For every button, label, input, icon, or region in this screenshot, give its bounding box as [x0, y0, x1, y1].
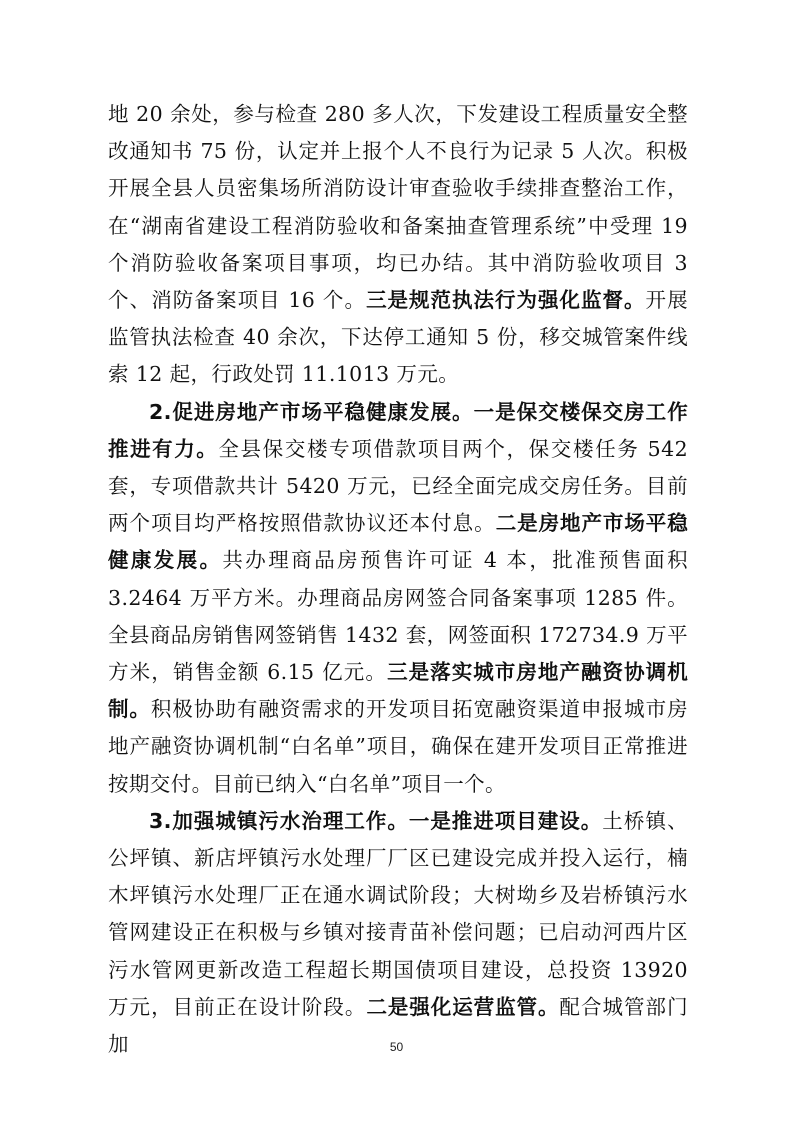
body-text: [108, 96, 688, 1063]
text-run: 地 20 余处，参与检查 280 多人次，下发建设工程质量安全整改通知书 75 份，认定并上报个人不良行为记录 5 人次。积极开展全县人员密集场所消防设计审查验收手续排查整治工作，在“湖南省建设工程消防验收和备案抽查管理系统”中受理 19 个消防验收备案项目事项，均已办结。其中消防验收项目 3 个、消防备案项目 16 个。: [108, 102, 688, 313]
bold-heading-run: 2.促进房地产市场平稳健康发展。一是保交楼保交房工作推进有力。: [108, 399, 688, 461]
bold-heading-run: 三是落实城市房地产融资协调机制。: [108, 660, 688, 722]
text-run: 土桥镇、公坪镇、新店坪镇污水处理厂厂区已建设完成并投入运行，楠木坪镇污水处理厂正在通水调试阶段；大树坳乡及岩桥镇污水管网建设正在积极与乡镇对接青苗补偿问题；已启动河西片区污水管网更新改造工程超长期国债项目建设，总投资 13920 万元，目前正在设计阶段。: [108, 808, 688, 1019]
bold-heading-run: 二是房地产市场平稳健康发展。: [108, 511, 688, 573]
bold-heading-run: 3.加强城镇污水治理工作。一是推进项目建设。: [149, 808, 603, 833]
bold-heading-run: 三是规范执法行为强化监督。: [366, 288, 646, 313]
paragraph-2: [108, 394, 688, 803]
bold-heading-run: 二是强化运营监管。: [366, 994, 560, 1019]
paragraph-3: [108, 803, 688, 1063]
page-number: 50: [389, 1040, 404, 1054]
text-run: 配合城管部门加: [108, 994, 688, 1057]
text-run: 开展监管执法检查 40 余次，下达停工通知 5 份，移交城管案件线索 12 起，行政处罚 11.1013 万元。: [108, 288, 688, 387]
text-run: 全县保交楼专项借款项目两个，保交楼任务 542 套，专项借款共计 5420 万元，已经全面完成交房任务。目前两个项目均严格按照借款协议还本付息。: [108, 436, 689, 536]
text-run: 积极协助有融资需求的开发项目拓宽融资渠道申报城市房地产融资协调机制“白名单”项目，确保在建开发项目正常推进按期交付。目前已纳入“白名单”项目一个。: [108, 697, 688, 796]
text-run: 共办理商品房预售许可证 4 本，批准预售面积 3.2464 万平方米。办理商品房网签合同备案事项 1285 件。全县商品房销售网签销售 1432 套，网签面积 172734.9 万平方米，销售金额 6.15 亿元。: [108, 548, 689, 685]
paragraph-1: [108, 96, 688, 394]
